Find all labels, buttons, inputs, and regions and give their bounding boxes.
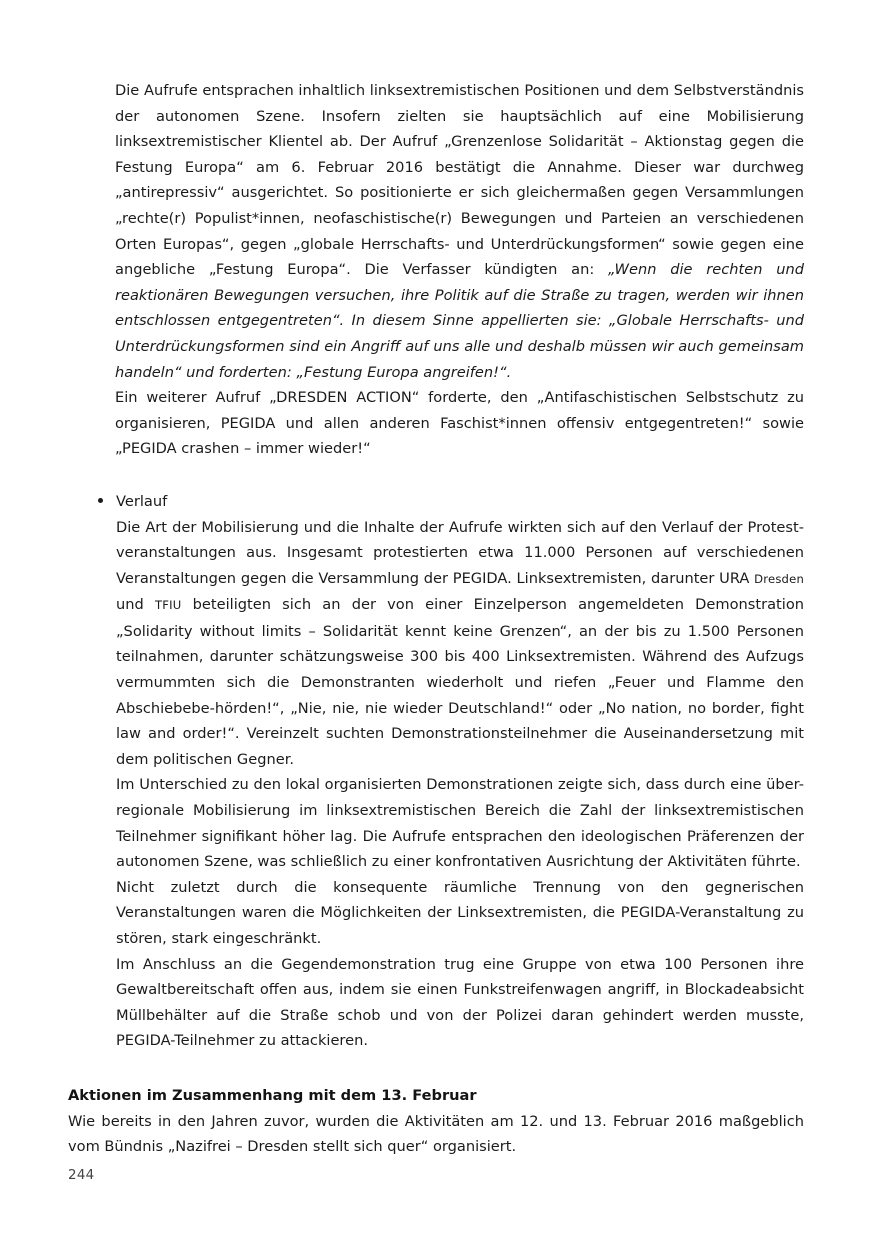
verlauf-1-part-c: beteiligten sich an der von einer Einzelperson angemeldeten Demonstration „Solidarity without limits – Solidarität kennt keine Grenzen“, an der bis zu 1.500 Personen teilnahmen, darunter schätzungsweise 300 bis 400 Linksextremisten. Während des Aufzugs vermummten sich die Demonstranten wiederholt und riefen „Feuer und Flamme den Abschiebebe-hörden!“, „Nie, nie, nie wieder Deutschland!“ oder „No nation, no border, fight law and order!“. Vereinzelt suchten Demonstrationsteilnehmer die Auseinandersetzung mit dem politischen Gegner. (116, 596, 804, 768)
intro-block (115, 78, 804, 462)
paragraph-verlauf-2: Im Unterschied zu den lokal organisierten Demonstrationen zeigte sich, dass durch eine über-regionale Mobilisierung im linksextremistischen Bereich die Zahl der linksextremistischen Teilnehmer signifikant höher lag. Die Aufrufe entsprachen den ideologischen Präferenzen der autonomen Szene, was schließlich zu einer konfrontativen Ausrichtung der Aktivitäten führte. (116, 776, 804, 871)
paragraph-intro-text: Die Aufrufe entsprachen inhaltlich linksextremistischen Positionen und dem Selbstverständnis der autonomen Szene. Insofern zielten sie hauptsächlich auf eine Mobilisierung linksextremistischer Klientel ab. Der Aufruf „Grenzenlose Solidarität – Aktionstag gegen die Festung Europa“ am 6. Februar 2016 bestätigt die Annahme. Dieser war durchweg „antirepressiv“ ausgerichtet. So positionierte er sich gleichermaßen gegen Versammlungen „rechte(r) Populist*innen, neofaschistische(r) Bewegungen und Parteien an verschiedenen Orten Europas“, gegen „globale Herrschafts- und Unterdrückungsformen“ sowie gegen eine angebliche „Festung Europa“. Die Verfasser kündigten an: (115, 82, 804, 279)
verlauf-1-part-a: Die Art der Mobilisierung und die Inhalte der Aufrufe wirkten sich auf den Verlauf der Protest-veranstaltungen aus. Insgesamt protestierten etwa 11.000 Personen auf verschiedenen Veranstaltungen gegen die Versammlung der PEGIDA. Linksextremisten, darunter URA (116, 518, 804, 587)
verlauf-1-smallcaps-tfiu: TFIU (154, 598, 182, 613)
bullet-verlauf (98, 489, 804, 1054)
paragraph-dresden-action: Ein weiterer Aufruf „DRESDEN ACTION“ forderte, den „Antifaschistischen Selbstschutz zu organisieren, PEGIDA und allen anderen Faschist*innen offensiv entgegentreten!“ sowie „PEGIDA crashen – immer wieder!“ (115, 389, 804, 458)
bullet-verlauf-body (116, 515, 804, 1054)
paragraph-intro-quote: „Wenn die rechten und reaktionären Bewegungen versuchen, ihre Politik auf die Straße zu tragen, werden wir ihnen entschlossen entgegentreten“. In diesem Sinne appellierten sie: „Globale Herrschafts- und Unterdrückungsformen sind ein Angriff auf uns alle und deshalb müssen wir auch gemeinsam handeln“ und forderten: „Festung Europa angreifen!“. (115, 261, 804, 381)
page-number: 244 (68, 1168, 95, 1183)
paragraph-intro (115, 78, 804, 385)
verlauf-1-smallcaps-dresden: Dresden (754, 571, 804, 586)
section-aktionen (68, 1083, 804, 1160)
paragraph-verlauf-4: Im Anschluss an die Gegendemonstration trug eine Gruppe von etwa 100 Personen ihre Gewaltbereitschaft offen aus, indem sie einen Funkstreifenwagen angriff, in Blockadeabsicht Müllbehälter auf die Straße schob und von der Polizei daran gehindert werden musste, PEGIDA-Teilnehmer zu attackieren. (116, 955, 804, 1050)
bullet-dot-icon (98, 498, 103, 503)
page-content (68, 78, 804, 1160)
paragraph-verlauf-3: Nicht zuletzt durch die konsequente räumliche Trennung von den gegnerischen Veranstaltungen waren die Möglichkeiten der Linksextremisten, die PEGIDA-Veranstaltung zu stören, stark eingeschränkt. (116, 878, 804, 947)
verlauf-1-part-b: und (116, 596, 155, 614)
paragraph-verlauf-1 (116, 515, 804, 773)
section-heading: Aktionen im Zusammenhang mit dem 13. Februar (68, 1086, 477, 1104)
bullet-verlauf-label: Verlauf (116, 492, 168, 510)
section-paragraph: Wie bereits in den Jahren zuvor, wurden die Aktivitäten am 12. und 13. Februar 2016 maßgeblich vom Bündnis „Nazifrei – Dresden stellt sich quer“ organisiert. (68, 1112, 804, 1156)
